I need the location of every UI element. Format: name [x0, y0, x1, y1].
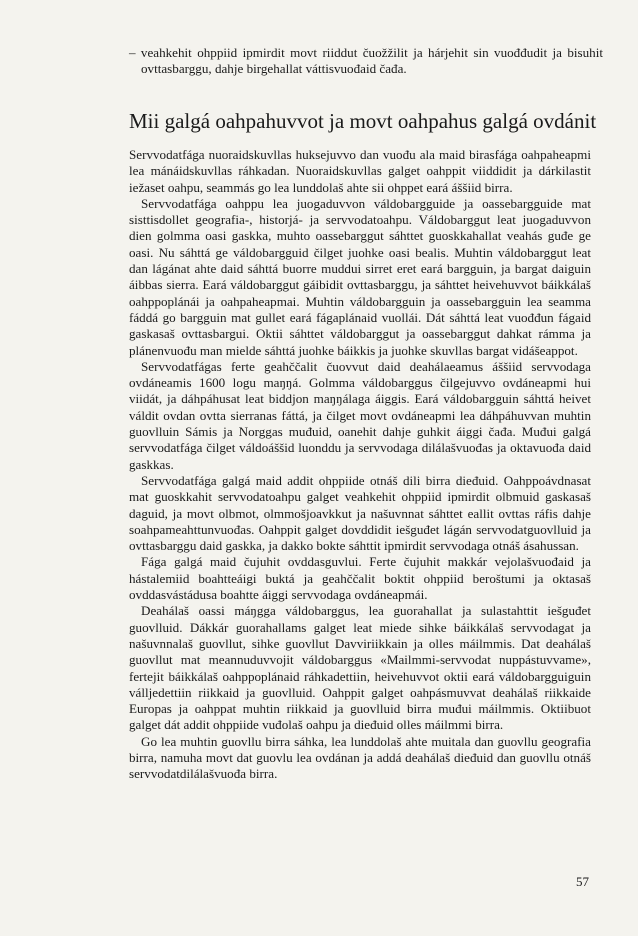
paragraph: Fága galgá maid čujuhit ovddasguvlui. Ferte čujuhit makkár vejolašvuođaid ja hástalemiid boahtteáigi buktá ja geahččalit boktit ohppiid beroštumi ja oktasaš ovddasvástádusa boahtte áiggi servvodaga ovdáneapmái.	[129, 554, 591, 603]
page-number: 57	[576, 874, 589, 889]
paragraph: Servvodatfágas ferte geahččalit čuovvut daid deahálaeamus áššiid servvodaga ovdáneamis 1600 logu maŋŋá. Golmma váldobarggus čilgejuvvo ovdáneapmi hui viidát, ja dáhpáhusat leat biddjon maŋŋálaga áiggis. Eará váldobargguin sáhttá heivet váldit ovdan ovtta sierranas fáttá, ja čilget movt ovdáneapmi lea dáhpáhuvvan muhtin guovlluin Sámis ja Norggas muđuid, oanehit dahje guhkit áiggi čađa. Muđui galgá servvodatfága čilget váldoáššid luonddu ja servvodaga dilálašvuođas ja oktavuođa daid gaskkas.	[129, 358, 591, 472]
body-text	[129, 147, 591, 783]
paragraph: Servvodatfága oahppu lea juogaduvvon váldobargguide ja oassebargguide mat sisttisdollet geografia-, historjá- ja servvodatoahpu. Váldobarggut leat juogaduvvon dien golmma oasi gaskka, muhto oassebarggut sáhttet guoskkahallat veahás guđe ge oasi. Nu sáhttá ge váldobargguid čilget juohke oasi bealis. Muhtin váldobarggut leat dan lágánat ahte daid sáhttá buorre muddui sirret eret eará bargguin, ja bargat daiguin áibbas sierra. Eará váldobarggut gáibidit ovttasbarggu, ja sáhttet heivehuvvot báikkálaš oahppoplánái ja oahpaheapmai. Muhtin váldobargguin ja oassebargguin lea seamma fáddá go bargguin mat gullet eará fágaplánaid vuollái. Dát sáhttá leat vuođđun fágaid gaskasaš ovttasbargui. Oktii sáhttet váldobarggut ja oassebarggut dahkat rámma ja plánenvuođu man mielde sáhttá juohke báikkis ja juohke skuvllas bargat vidášeappot.	[129, 195, 591, 358]
paragraph: Deahálaš oassi máŋgga váldobarggus, lea guorahallat ja sulastahttit iešguđet guovlluid. Dákkár guorahallams galget leat miede sihke báikkálaš servvodagat ja našuvnnalaš guovllut, sihke guovllut Davviriikkain ja olles máilmmis. Dat deahálaš guovllut mat meannuduvvojit váldobarggus «Mailmmi-servvodat nuppástuvvame», fertejit báikkálaš oahppoplánaid ráhkadettiin, heivehuvvot oktii eará váldobargguiguin válljedettiin riikkaid ja guovlluid. Oahppit galget oahpásmuvvat deahálaš riikkaide Europas ja oahppat muhtin riikkaid ja guovlluid birra muđui máilmmis. Oktiibuot galget dát addit ohppiide vuđolaš oahpu ja dieđuid olles máilmmi birra.	[129, 603, 591, 733]
paragraph: Servvodatfága galgá maid addit ohppiide otnáš dili birra dieđuid. Oahppoávdnasat mat guoskkahit servvodatoahpu galget veahkehit ohppiid ipmirdit olbmuid gaskasaš daguid, ja movt olbmot, olmmošjoavkkut ja našuvnnat sáhttet eallit ovttas ráfis dahje soahpameahttunvuođas. Oahppit galget dovddidit iešguđet lágán servvodatguovlluid ja ovttasbarggu daid gaskka, ja dakko bokte sáhttit ipmirdit servvodaga otnáš ásahussan.	[129, 472, 591, 554]
paragraph: Servvodatfága nuoraidskuvllas huksejuvvo dan vuođu ala maid birasfága oahpaheapmi lea mánáidskuvllas ráhkadan. Nuoraidskuvllas galget oahppit viiddidit ja dárkilastit iežaset oahpu, seammás go lea lunddolaš ahte sii ohppet eará áššiid birra.	[129, 147, 591, 195]
intro-list-item: – veahkehit ohppiid ipmirdit movt riiddut čuožžilit ja hárjehit sin vuođđudit ja bisuhit ovttasbarggu, dahje birgehallat váttisvuođaid čađa.	[129, 45, 603, 77]
paragraph: Go lea muhtin guovllu birra sáhka, lea lunddolaš ahte muitala dan guovllu geografia birra, namuha movt dat guovlu lea ovdánan ja addá deahálaš dieđuid dan guovllu otnáš servvodatdilálašvuođa birra.	[129, 733, 591, 782]
section-heading: Mii galgá oahpahuvvot ja movt oahpahus galgá ovdánit	[129, 109, 597, 133]
